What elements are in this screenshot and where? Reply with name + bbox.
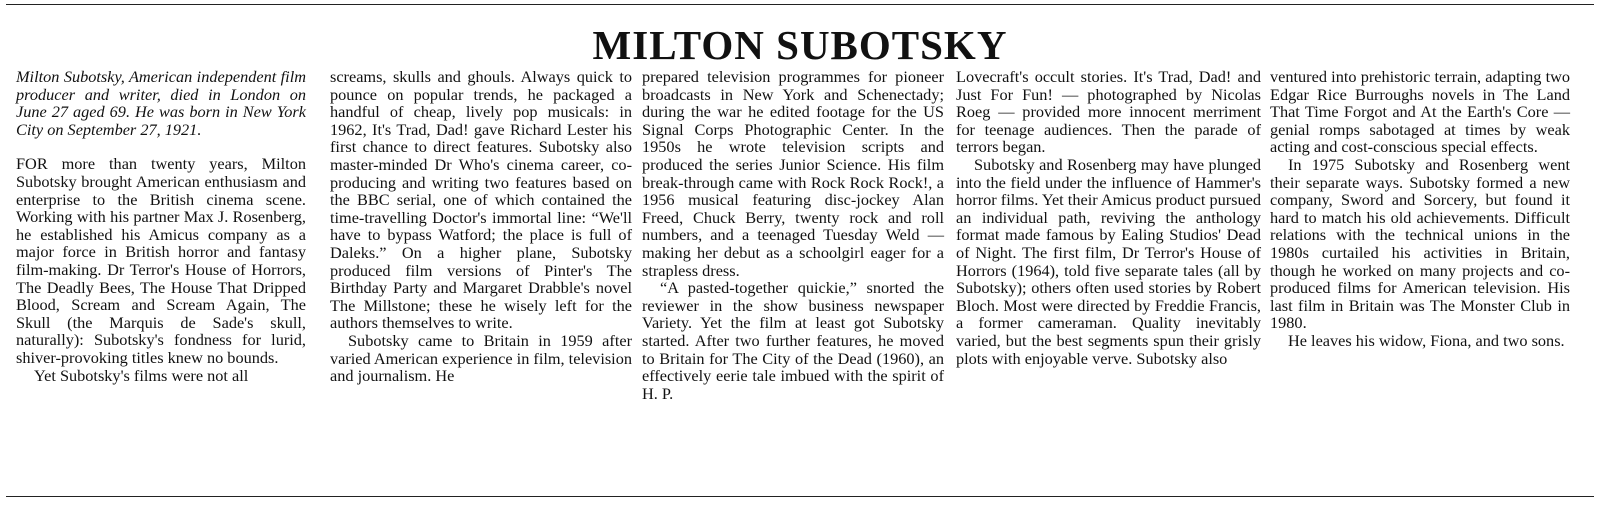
paragraph: ventured into prehistoric terrain, adapting two Edgar Rice Burroughs novels in The Land That Time Forgot and At the Earth's Core — genial romps sabotaged at times by weak acting and cost-conscious special effects. <box>1270 67 1570 157</box>
paragraph: He leaves his widow, Fiona, and two sons. <box>1288 330 1565 350</box>
paragraph: “A pasted-together quickie,” snorted the reviewer in the show business newspaper Variety. Yet the film at least got Subotsky started. After two further features, he moved to Britain for The City of the Dead (1960), an effectively eerie tale imbued with the spirit of H. P. <box>642 278 944 403</box>
paragraph: Subotsky and Rosenberg may have plunged into the field under the influence of Hammer's horror films. Yet their Amicus product pursued an individual path, reviving the anthology format made famous by Ealing Studios' Dead of Night. The first film, Dr Terror's House of Horrors (1964), told five separate tales (all by Subotsky); others often used stories by Robert Bloch. Most were directed by Freddie Francis, a former cameraman. Quality inevitably varied, but the best segments spun their grisly plots with enjoyable verve. Subotsky also <box>956 154 1261 368</box>
intro-text: Milton Subotsky, American independent film producer and writer, died in London on June 27 aged 69. He was born in New York City on September 27, 1921. <box>16 67 306 139</box>
column-2 <box>330 68 632 385</box>
paragraph: Lovecraft's occult stories. It's Trad, Dad! and Just For Fun! — photographed by Nicolas Roeg — provided more innocent merriment for teenage audiences. Then the parade of terrors began. <box>956 67 1261 157</box>
paragraph: FOR more than twenty years, Milton Subotsky brought American enthusiasm and enterprise to the British cinema scene. Working with his partner Max J. Rosenberg, he established his Amicus company as a major force in British horror and fantasy film-making. Dr Terror's House of Horrors, The Deadly Bees, The House That Dripped Blood, Scream and Scream Again, The Skull (the Marquis de Sade's skull, naturally): Subotsky's fondness for lurid, shiver-provoking titles knew no bounds. <box>16 154 306 367</box>
headline: MILTON SUBOTSKY <box>592 22 1008 68</box>
column-5 <box>1270 68 1570 350</box>
top-rule <box>6 4 1594 5</box>
paragraph: Yet Subotsky's films were not all <box>34 365 249 385</box>
paragraph: In 1975 Subotsky and Rosenberg went their separate ways. Subotsky formed a new company, Sword and Sorcery, but found it hard to match his old achievements. Difficult relations with the technical unions in the 1980s curtailed his activities in Britain, though he worked on many projects and co-produced films for American television. His last film in Britain was The Monster Club in 1980. <box>1270 154 1570 333</box>
column-4 <box>956 68 1261 367</box>
paragraph: screams, skulls and ghouls. Always quick to pounce on popular trends, he packaged a handful of cheap, lively pop musicals: in 1962, It's Trad, Dad! gave Richard Lester his first chance to direct features. Subotsky also master-minded Dr Who's cinema career, co-producing and writing two features based on the BBC serial, one of which contained the time-travelling Doctor's immortal line: “We'll have to bypass Watford; the place is full of Daleks.” On a higher plane, Subotsky produced film versions of Pinter's The Birthday Party and Margaret Drabble's novel The Millstone; these he wisely left for the authors themselves to write. <box>330 67 632 333</box>
column-1 <box>16 68 306 384</box>
column-3 <box>642 68 944 402</box>
bottom-rule <box>6 496 1594 497</box>
paragraph: Subotsky came to Britain in 1959 after varied American experience in film, television and journalism. He <box>330 330 632 386</box>
paragraph: prepared television programmes for pioneer broadcasts in New York and Schenectady; during the war he edited footage for the US Signal Corps Photographic Center. In the 1950s he wrote television scripts and produced the series Junior Science. His film break-through came with Rock Rock Rock!, a 1956 musical featuring disc-jockey Alan Freed, Chuck Berry, twenty rock and roll numbers, and a teenaged Tuesday Weld — making her debut as a schoolgirl eager for a strapless dress. <box>642 67 944 280</box>
